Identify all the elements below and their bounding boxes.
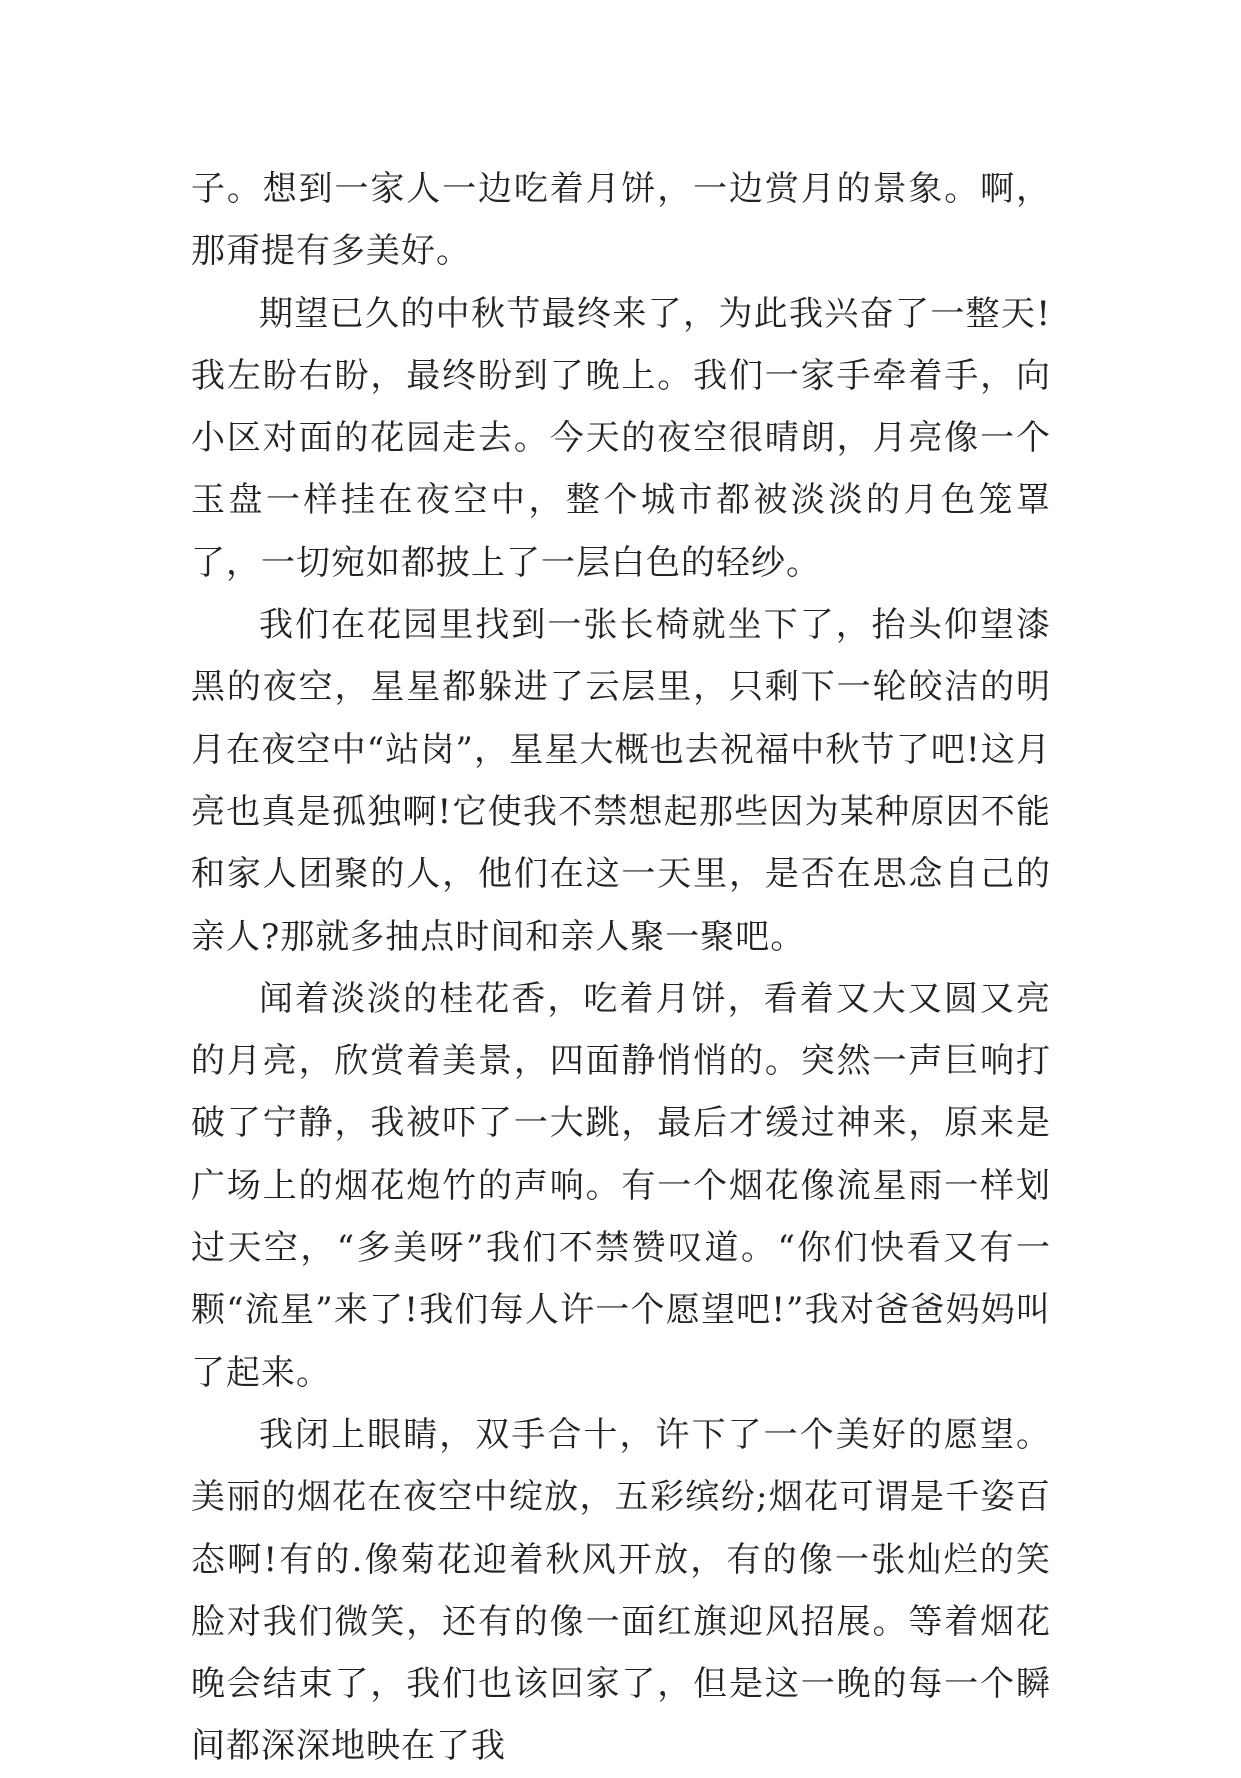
paragraph-4: 闻着淡淡的桂花香，吃着月饼，看着又大又圆又亮的月亮，欣赏着美景，四面静悄悄的。突然一声巨响打破了宁静，我被吓了一大跳，最后才缓过神来，原来是广场上的烟花炮竹的声响。有一个烟花像流星雨一样划过天空，“多美呀”我们不禁赞叹道。“你们快看又有一颗“流星”来了!我们每人许一个愿望吧!”我对爸爸妈妈叫了起来。 bbox=[191, 978, 1051, 1393]
essay-body bbox=[191, 158, 1051, 1778]
paragraph-5: 我闭上眼睛，双手合十，许下了一个美好的愿望。美丽的烟花在夜空中绽放，五彩缤纷;烟花可谓是千姿百态啊!有的.像菊花迎着秋风开放，有的像一张灿烂的笑脸对我们微笑，还有的像一面红旗迎风招展。等着烟花晚会结束了，我们也该回家了，但是这一晚的每一个瞬间都深深地映在了我 bbox=[191, 1414, 1051, 1767]
paragraph-1: 子。想到一家人一边吃着月饼，一边赏月的景象。啊，那甭提有多美好。 bbox=[191, 169, 1051, 272]
paragraph-3: 我们在花园里找到一张长椅就坐下了，抬头仰望漆黑的夜空，星星都躲进了云层里，只剩下一轮皎洁的明月在夜空中“站岗”，星星大概也去祝福中秋节了吧!这月亮也真是孤独啊!它使我不禁想起那些因为某种原因不能和家人团聚的人，他们在这一天里，是否在思念自己的亲人?那就多抽点时间和亲人聚一聚吧。 bbox=[191, 605, 1051, 957]
paragraph-2: 期望已久的中秋节最终来了，为此我兴奋了一整天!我左盼右盼，最终盼到了晚上。我们一家手牵着手，向小区对面的花园走去。今天的夜空很晴朗，月亮像一个玉盘一样挂在夜空中，整个城市都被淡淡的月色笼罩了，一切宛如都披上了一层白色的轻纱。 bbox=[191, 293, 1051, 583]
